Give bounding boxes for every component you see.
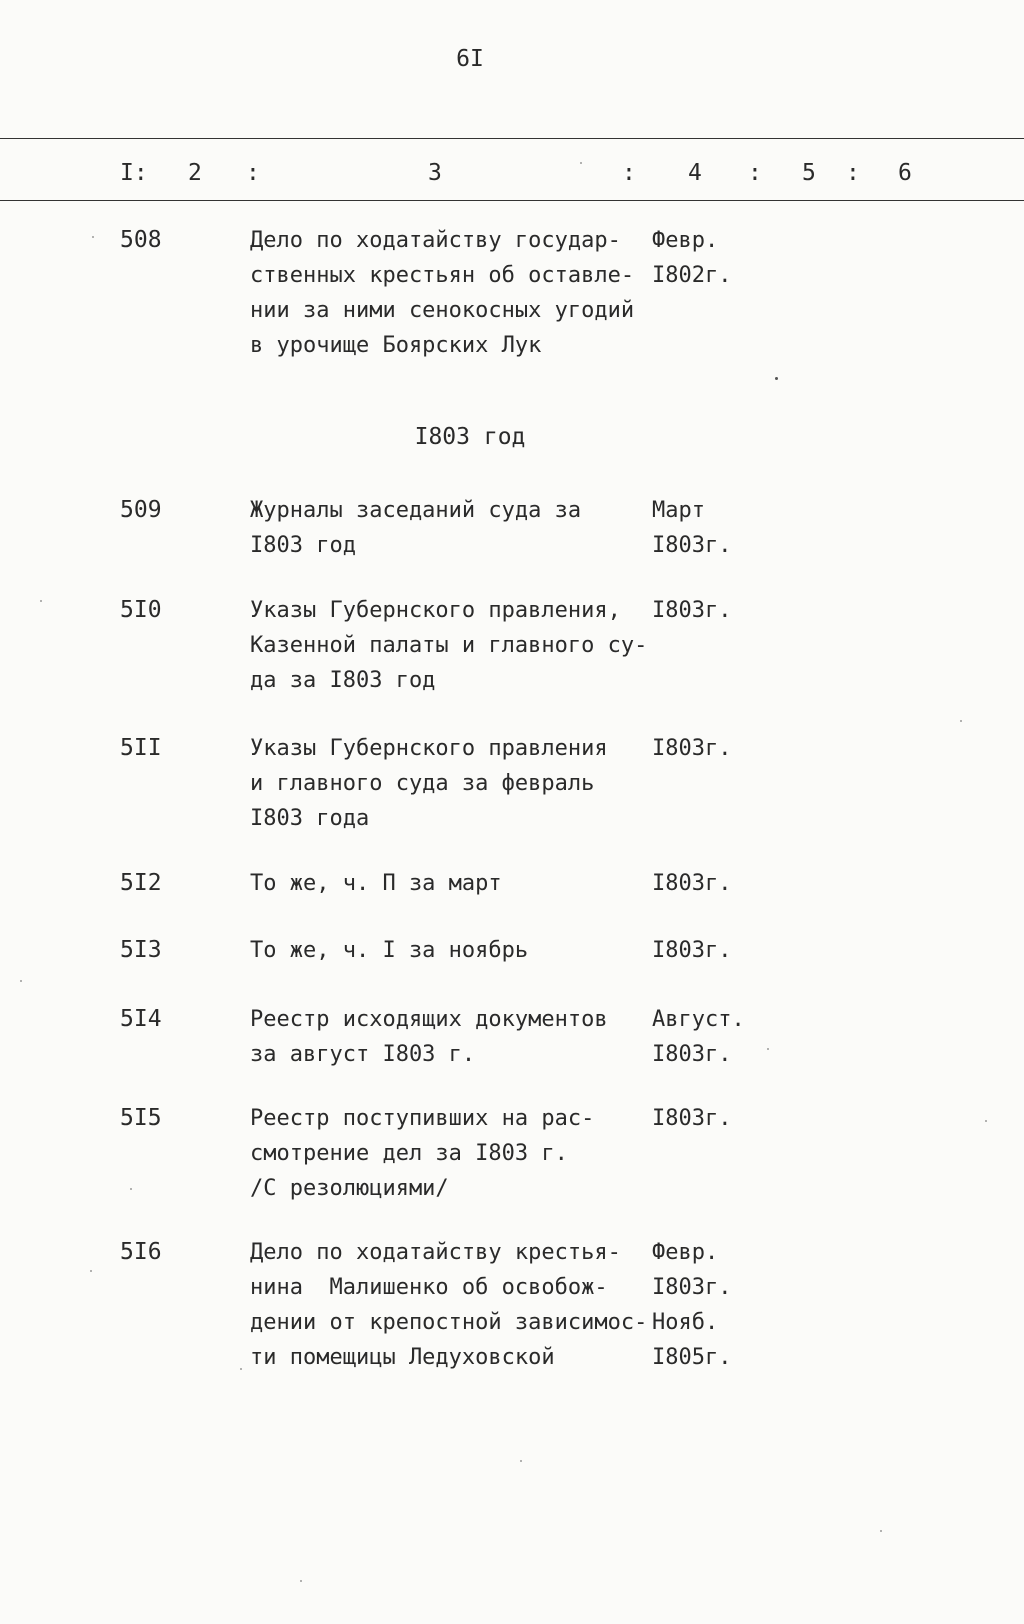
section-heading-year: I803 год (414, 424, 526, 450)
speckle (775, 377, 778, 380)
speckle (240, 1368, 242, 1370)
speckle (92, 236, 94, 238)
column-header-4: 4 (688, 160, 702, 186)
speckle (767, 1048, 769, 1050)
speckle (20, 980, 22, 982)
header-bottom-rule (0, 200, 1024, 201)
entry-number: 5I2 (120, 870, 162, 896)
entry-number: 5II (120, 735, 162, 761)
entry-date: Февр. I802г. (652, 228, 732, 288)
speckle (130, 1188, 132, 1190)
entry-number: 5I3 (120, 937, 162, 963)
entry-description: Дело по ходатайству крестья- нина Малишенко об освобож- дении от крепостной зависимос- ти помещицы Ледуховской (250, 1240, 648, 1370)
speckle (520, 1460, 522, 1462)
entry-date: I803г. (652, 871, 732, 896)
column-header-2: 2 (188, 160, 202, 186)
entry-date: I803г. (652, 736, 732, 761)
speckle (90, 1270, 92, 1272)
entry-number: 5I0 (120, 597, 162, 623)
speckle (300, 1580, 302, 1582)
column-header-3: 3 (428, 160, 442, 186)
entry-description: Журналы заседаний суда за I803 год (250, 498, 582, 558)
entry-date: Август. I803г. (652, 1007, 745, 1067)
speckle (580, 162, 582, 164)
speckle (960, 720, 962, 722)
entry-date: I803г. (652, 1106, 732, 1131)
entry-number: 508 (120, 227, 162, 253)
entry-description: То же, ч. П за март (250, 871, 502, 896)
entry-description: Реестр исходящих документов за август I803 г. (250, 1007, 608, 1067)
entry-number: 5I4 (120, 1006, 162, 1032)
speckle (985, 1120, 987, 1122)
entry-date: I803г. (652, 938, 732, 963)
column-header-5: 5 (802, 160, 816, 186)
page-number: 6I (456, 46, 484, 72)
header-top-rule (0, 138, 1024, 139)
column-separator: : (246, 160, 260, 186)
entry-description: То же, ч. I за ноябрь (250, 938, 529, 963)
entry-description: Дело по ходатайству государ- ственных крестьян об оставле- нии за ними сенокосных угодий в урочище Боярских Лук (250, 228, 635, 358)
entry-date: Март I803г. (652, 498, 732, 558)
column-header-6: 6 (898, 160, 912, 186)
column-separator: : (748, 160, 762, 186)
entry-date: Февр. I803г. Нояб. I805г. (652, 1240, 732, 1370)
entry-description: Реестр поступивших на рас- смотрение дел за I803 г. /С резолюциями/ (250, 1106, 595, 1201)
speckle (40, 600, 42, 602)
column-header-1: I: (120, 160, 148, 186)
entry-date: I803г. (652, 598, 732, 623)
speckle (880, 1530, 882, 1532)
column-separator: : (622, 160, 636, 186)
entry-number: 509 (120, 497, 162, 523)
entry-number: 5I6 (120, 1239, 162, 1265)
entry-description: Указы Губернского правления и главного суда за февраль I803 года (250, 736, 608, 831)
entry-description: Указы Губернского правления, Казенной палаты и главного су- да за I803 год (250, 598, 648, 693)
entry-number: 5I5 (120, 1105, 162, 1131)
column-separator: : (846, 160, 860, 186)
